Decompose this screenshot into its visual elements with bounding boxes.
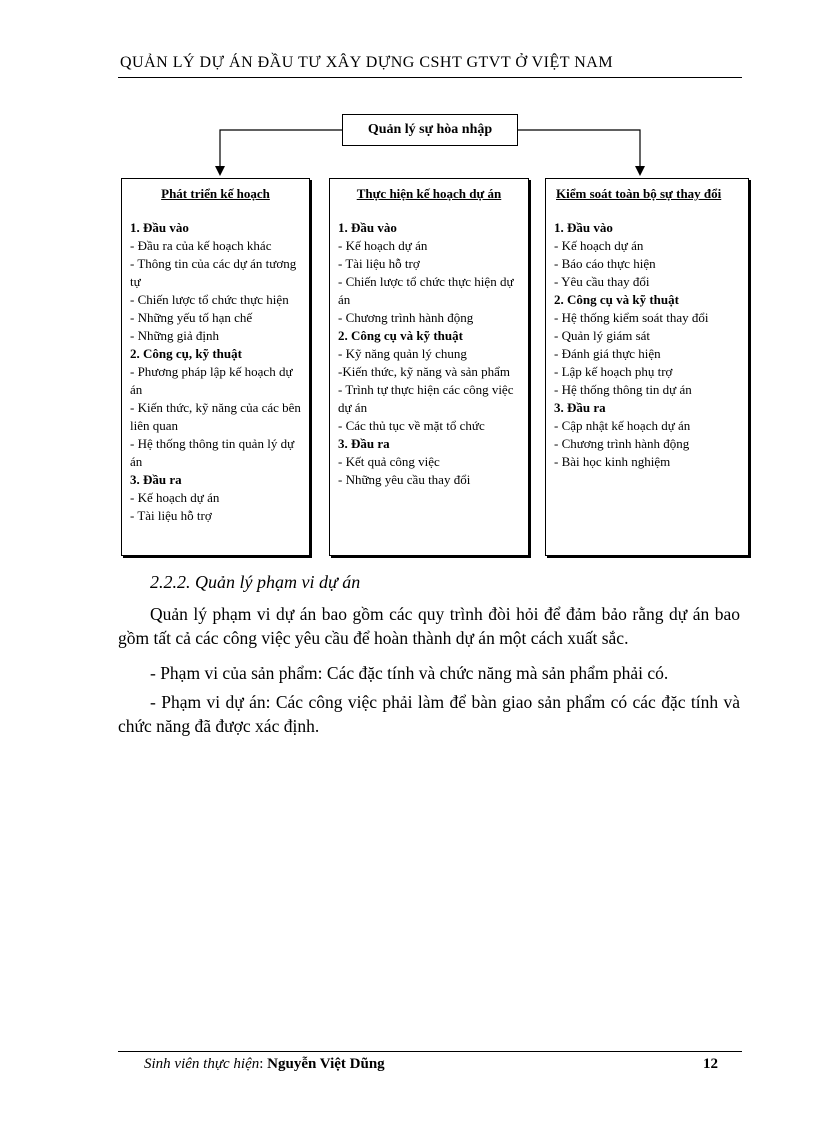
column-list-item: - Tài liệu hỗ trợ: [130, 508, 212, 523]
column-list-item: - Yêu cầu thay đổi: [554, 274, 650, 289]
column-list-item: - Kế hoạch dự án: [338, 238, 428, 253]
column-title: Thực hiện kế hoạch dự án: [356, 186, 502, 201]
column-list-item: - Hệ thống kiểm soát thay đổi: [554, 310, 709, 325]
integration-management-box: Quản lý sự hòa nhập: [342, 114, 518, 146]
column-list-item: - Tài liệu hỗ trợ: [338, 256, 420, 271]
column-section-heading: 1. Đầu vào: [130, 220, 189, 235]
column-list-item: - Kiến thức, kỹ năng của các bên liên quan: [130, 400, 301, 433]
body-paragraph: Quản lý phạm vi dự án bao gồm các quy trình đòi hỏi để đảm bảo rằng dự án bao gồm tất cả các công việc yêu cầu để hoàn thành dự án một cách xuất sắc.: [118, 604, 740, 648]
column-list-item: - Những yêu cầu thay đổi: [338, 472, 471, 487]
column-section-heading: 2. Công cụ và kỹ thuật: [554, 292, 679, 307]
column-list-item: - Chiến lược tổ chức thực hiện dự án: [338, 274, 514, 307]
column-section-heading: 3. Đầu ra: [130, 472, 182, 487]
column-list-item: - Lập kế hoạch phụ trợ: [554, 364, 673, 379]
column-section-heading: 1. Đầu vào: [338, 220, 397, 235]
column-list-item: - Trình tự thực hiện các công việc dự án: [338, 382, 514, 415]
column-list-item: - Chương trình hành động: [554, 436, 690, 451]
column-list-item: -Kiến thức, kỹ năng và sản phẩm: [338, 364, 511, 379]
footer-author: [144, 1056, 385, 1073]
column-list-item: - Kết quả công việc: [338, 454, 440, 469]
column-list-item: - Đầu ra của kế hoạch khác: [130, 238, 272, 253]
right-arrowhead: [635, 166, 645, 176]
plan-development-box: [121, 178, 310, 556]
column-section-heading: 2. Công cụ, kỹ thuật: [130, 346, 242, 361]
right-connector: [518, 130, 640, 168]
column-section-heading: 3. Đầu ra: [554, 400, 606, 415]
footer-author-label: Sinh viên thực hiện: [144, 1056, 260, 1072]
body-paragraph: - Phạm vi của sản phẩm: Các đặc tính và chức năng mà sản phẩm phải có.: [150, 663, 669, 683]
footer-author-name: Nguyễn Việt Dũng: [267, 1056, 385, 1072]
column-list-item: - Hệ thống thông tin quản lý dự án: [130, 436, 295, 469]
column-list-item: - Các thủ tục về mặt tổ chức: [338, 418, 485, 433]
footer-divider: [118, 1051, 742, 1052]
page-footer: [144, 1056, 718, 1073]
page-header-title: QUẢN LÝ DỰ ÁN ĐẦU TƯ XÂY DỰNG CSHT GTVT Ở VIỆT NAM: [120, 54, 614, 71]
column-list-item: - Quản lý giám sát: [554, 328, 651, 343]
column-list-item: - Báo cáo thực hiện: [554, 256, 656, 271]
column-list-item: - Đánh giá thực hiện: [554, 346, 661, 361]
column-list-item: - Chương trình hành động: [338, 310, 474, 325]
footer-separator: :: [259, 1056, 268, 1072]
column-section-heading: 2. Công cụ và kỹ thuật: [338, 328, 463, 343]
column-title: Kiểm soát toàn bộ sự thay đổi: [556, 186, 722, 201]
column-list-item: - Cập nhật kế hoạch dự án: [554, 418, 691, 433]
column-list-item: - Kế hoạch dự án: [554, 238, 644, 253]
column-list-item: - Thông tin của các dự án tương tự: [130, 256, 297, 289]
column-list-item: - Những giả định: [130, 328, 220, 343]
plan-execution-box: [329, 178, 529, 556]
column-list-item: - Những yếu tố hạn chế: [130, 310, 253, 325]
body-paragraph: - Phạm vi dự án: Các công việc phải làm để bàn giao sản phẩm có các đặc tính và chức năng đã được xác định.: [118, 692, 740, 736]
column-section-heading: 3. Đầu ra: [338, 436, 390, 451]
column-list-item: - Bài học kinh nghiệm: [554, 454, 671, 469]
column-title: Phát triển kế hoạch: [161, 186, 270, 201]
change-control-box: [545, 178, 749, 556]
left-connector: [220, 130, 342, 168]
section-heading: 2.2.2. Quản lý phạm vi dự án: [150, 572, 361, 592]
column-list-item: - Hệ thống thông tin dự án: [554, 382, 692, 397]
column-list-item: - Kế hoạch dự án: [130, 490, 220, 505]
page-number: 12: [703, 1056, 718, 1072]
left-arrowhead: [215, 166, 225, 176]
column-list-item: - Phương pháp lập kế hoạch dự án: [130, 364, 293, 397]
column-list-item: - Kỹ năng quản lý chung: [338, 346, 467, 361]
header-divider: [118, 77, 742, 78]
column-section-heading: 1. Đầu vào: [554, 220, 613, 235]
column-list-item: - Chiến lược tổ chức thực hiện: [130, 292, 289, 307]
